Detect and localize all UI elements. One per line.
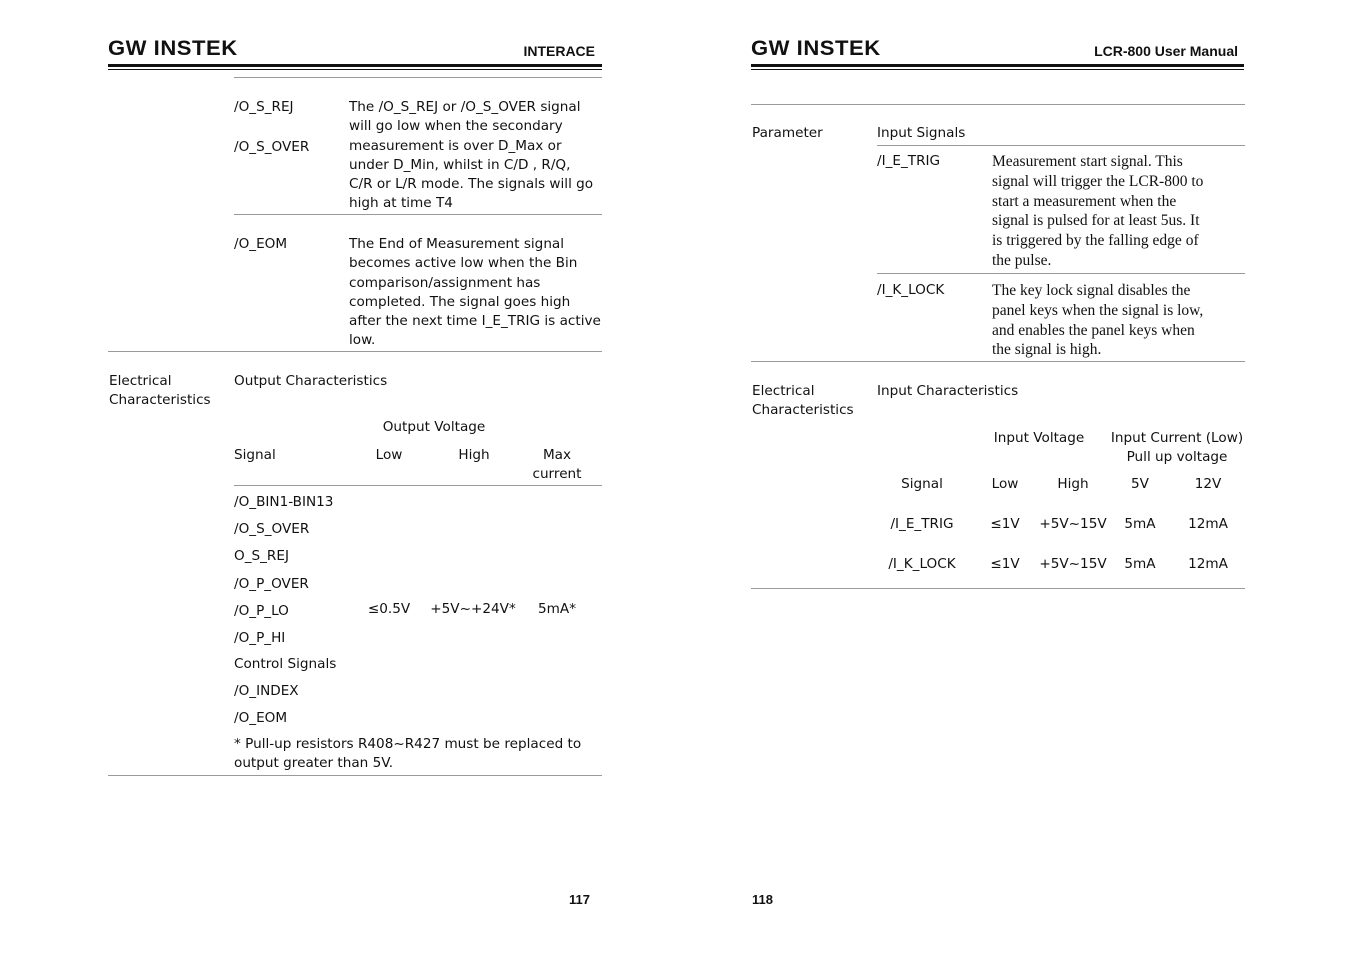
output-signal: /O_P_OVER (234, 576, 309, 592)
output-signal: Control Signals (234, 656, 337, 672)
value-high: +5V~+24V* (430, 601, 516, 617)
column-header-high: High (458, 447, 490, 463)
input-signals-title: Input Signals (877, 125, 966, 141)
section-label: Electrical Characteristics (752, 383, 854, 419)
table-line (751, 361, 1245, 362)
signal-name: /O_S_REJ (234, 99, 294, 115)
value-max-current: 5mA* (538, 601, 576, 617)
table-line (108, 351, 602, 352)
value-low: ≤0.5V (367, 601, 411, 617)
column-header-low: Low (991, 476, 1019, 492)
header-rule (751, 64, 1244, 67)
column-header-signal: Signal (901, 476, 943, 492)
output-signal: /O_EOM (234, 710, 288, 726)
header-rule (108, 64, 602, 67)
table-line (877, 273, 1245, 274)
header-rule (108, 69, 602, 70)
right-header-title: LCR-800 User Manual (1094, 43, 1238, 59)
footnote: * Pull-up resistors R408~R427 must be replaced to output greater than 5V. (234, 736, 582, 772)
table-line (751, 588, 1245, 589)
output-signal: /O_S_OVER (234, 521, 310, 537)
column-header-5v: 5V (1131, 476, 1149, 492)
parameter-label: Parameter (752, 125, 823, 141)
input-voltage-label: Input Voltage (993, 430, 1085, 446)
table-line (234, 214, 602, 215)
column-header-signal: Signal (234, 447, 276, 463)
output-signal: O_S_REJ (234, 548, 289, 564)
brand-logo: GW INSTEK (108, 37, 238, 60)
brand-logo: GW INSTEK (751, 37, 881, 60)
page-number: 117 (569, 892, 590, 907)
header-rule (751, 69, 1244, 70)
signal-name: /I_K_LOCK (877, 282, 945, 298)
signal-name: /O_EOM (234, 236, 288, 252)
output-signal: /O_P_LO (234, 603, 289, 619)
column-header-max-current: Max current (532, 447, 582, 483)
signal-name: /I_E_TRIG (877, 153, 941, 169)
page-number: 118 (752, 892, 773, 907)
signal-description: The key lock signal disables the panel keys when the signal is low, and enables the panel keys when the signal is high. (992, 282, 1204, 359)
table-line (751, 104, 1245, 105)
column-header-12v: 12V (1194, 476, 1222, 492)
output-signal: /O_P_HI (234, 630, 286, 646)
column-header-low: Low (375, 447, 403, 463)
signal-description: The End of Measurement signal becomes active low when the Bin comparison/assignment has completed. The signal goes high after the next time I_E_TRIG is active low. (349, 236, 601, 349)
output-signal: /O_BIN1-BIN13 (234, 494, 334, 510)
signal-description: Measurement start signal. This signal will trigger the LCR-800 to start a measurement when the signal is pulsed for at least 5us. It is triggered by the falling edge of the pulse. (992, 153, 1204, 269)
section-label: Electrical Characteristics (109, 373, 211, 409)
signal-name: /O_S_OVER (234, 139, 310, 155)
table-line (108, 775, 602, 776)
table-line (234, 485, 602, 486)
input-title: Input Characteristics (877, 383, 1019, 399)
table-line (877, 145, 1245, 146)
table-line (234, 77, 602, 78)
signal-description: The /O_S_REJ or /O_S_OVER signal will go low when the secondary measurement is over D_Max or under D_Min, whilst in C/D , R/Q, C/R or L/R mode. The signals will go high at time T4 (349, 99, 594, 212)
input-current-label: Input Current (Low) Pull up voltage (1110, 430, 1244, 466)
output-signal: /O_INDEX (234, 683, 299, 699)
output-title: Output Characteristics (234, 373, 388, 389)
column-header-high: High (1057, 476, 1089, 492)
output-voltage-label: Output Voltage (382, 419, 486, 435)
left-header-title: INTERACE (523, 43, 595, 59)
